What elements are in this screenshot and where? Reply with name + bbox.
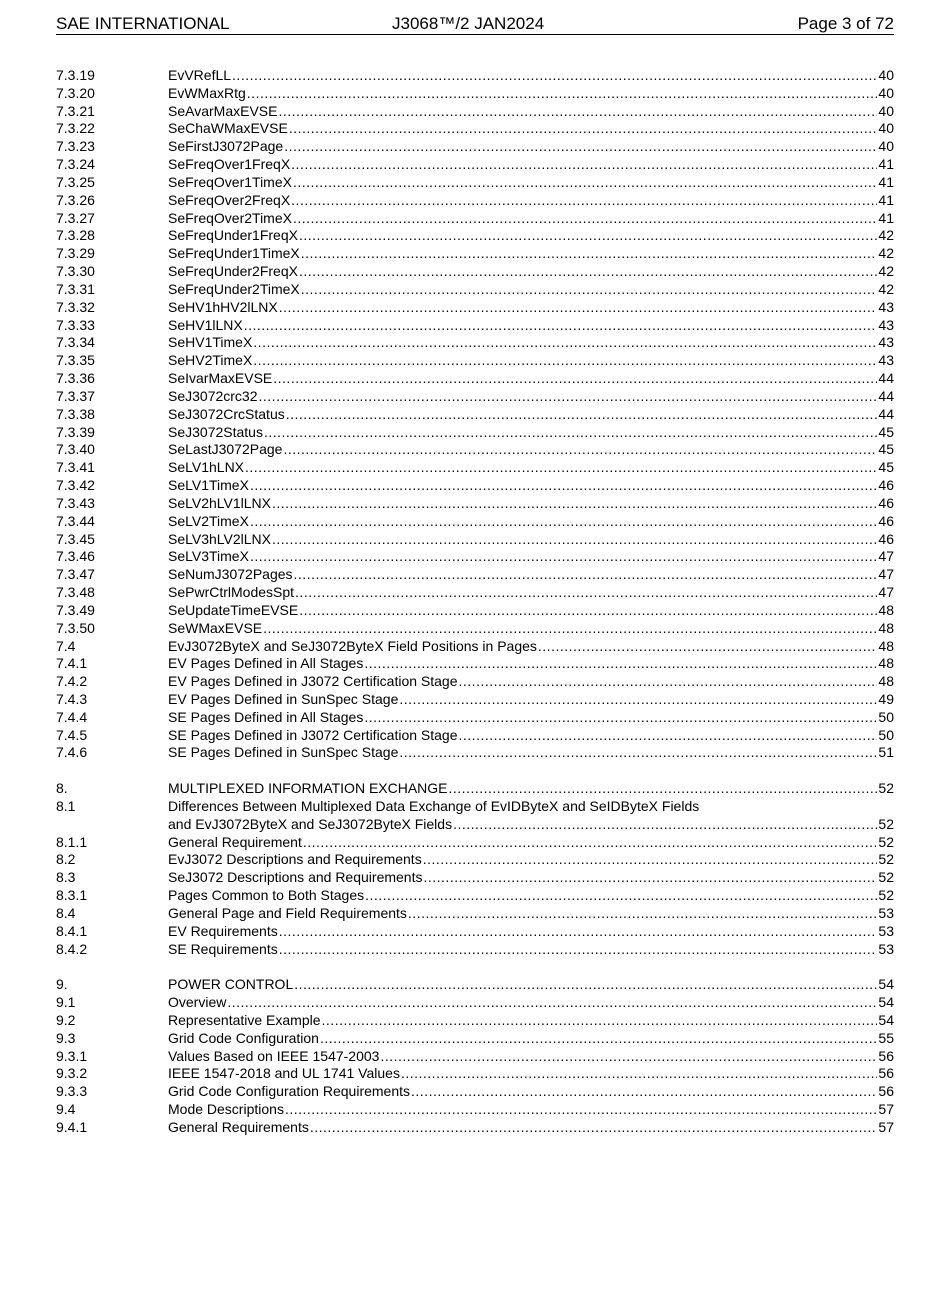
toc-page-number: 43 [878, 298, 894, 315]
dot-leader [303, 834, 878, 852]
toc-title: SePwrCtrlModesSpt [168, 584, 295, 601]
toc-page-number: 45 [878, 441, 894, 458]
dot-leader [299, 602, 877, 620]
toc-entry[interactable] [56, 887, 894, 905]
toc-page-number: 41 [878, 191, 894, 208]
toc-entry[interactable] [56, 602, 894, 620]
toc-section-number: 9. [56, 976, 68, 993]
dot-leader [250, 513, 877, 531]
toc-section-number: 7.4.3 [56, 690, 88, 707]
toc-section-number: 7.3.29 [56, 245, 95, 262]
toc-section-number: 7.4.2 [56, 673, 88, 690]
toc-page-number: 52 [878, 815, 894, 832]
toc-section-number: 8.4.2 [56, 940, 88, 957]
toc-title: SeLV3hLV2lLNX [168, 530, 271, 547]
toc-title: SE Pages Defined in J3072 Certification Stage [168, 726, 458, 743]
dot-leader [291, 156, 877, 174]
toc-entry[interactable] [56, 156, 894, 174]
toc-section-number: 7.3.24 [56, 156, 95, 173]
toc-title: SeUpdateTimeEVSE [168, 601, 299, 618]
toc-entry[interactable] [56, 513, 894, 531]
dot-leader [453, 816, 877, 834]
toc-entry[interactable] [56, 869, 894, 887]
dot-leader [401, 1065, 877, 1083]
toc-title: SE Pages Defined in All Stages [168, 708, 364, 725]
toc-title: SeJ3072 Descriptions and Requirements [168, 869, 423, 886]
toc-page-number: 44 [878, 370, 894, 387]
toc-title: POWER CONTROL [168, 976, 294, 993]
toc-section-number: 8.3 [56, 869, 76, 886]
toc-entry[interactable] [56, 495, 894, 513]
toc-entry[interactable] [56, 67, 894, 85]
dot-leader [291, 192, 877, 210]
toc-section-number: 7.3.44 [56, 512, 95, 529]
toc-page-number: 43 [878, 316, 894, 333]
dot-leader [459, 673, 878, 691]
toc-entry[interactable] [56, 370, 894, 388]
dot-leader [449, 780, 878, 798]
toc-entry[interactable] [56, 655, 894, 673]
dot-leader [423, 851, 878, 869]
toc-title: SeFreqOver1TimeX [168, 173, 292, 190]
dot-leader [283, 441, 877, 459]
toc-section-number: 9.2 [56, 1011, 76, 1028]
toc-section-number: 8. [56, 780, 68, 797]
toc-entry[interactable] [56, 245, 894, 263]
document-id: J3068™/2 JAN2024 [392, 14, 545, 33]
toc-entry[interactable] [56, 584, 894, 602]
toc-title: SeLV1TimeX [168, 477, 249, 494]
toc-title: SeLV1hLNX [168, 459, 245, 476]
toc-entry[interactable] [56, 851, 894, 869]
toc-entry[interactable] [56, 334, 894, 352]
toc-entry[interactable] [56, 210, 894, 228]
toc-section-number: 7.4.1 [56, 655, 88, 672]
dot-leader [284, 138, 877, 156]
toc-section-number: 7.3.40 [56, 441, 95, 458]
dot-leader [538, 638, 878, 656]
toc-page-number: 48 [878, 601, 894, 618]
toc-title: Grid Code Configuration [168, 1029, 319, 1046]
toc-section-number: 7.3.43 [56, 494, 95, 511]
toc-entry[interactable] [56, 281, 894, 299]
toc-page-number: 54 [878, 994, 894, 1011]
toc-entry[interactable] [56, 923, 894, 941]
toc-page-number: 45 [878, 459, 894, 476]
toc-section-number: 7.3.34 [56, 334, 95, 351]
toc-section-number: 7.3.47 [56, 566, 95, 583]
toc-entry[interactable] [56, 905, 894, 923]
toc-page-number: 42 [878, 263, 894, 280]
toc-section-number: 8.2 [56, 851, 76, 868]
toc-entry[interactable] [56, 548, 894, 566]
toc-page-number: 46 [878, 512, 894, 529]
toc-entry[interactable] [56, 424, 894, 442]
toc-section-number: 7.3.22 [56, 120, 95, 137]
dot-leader [264, 424, 877, 442]
toc-section-number: 9.3.2 [56, 1065, 88, 1082]
toc-section-number: 7.3.30 [56, 263, 95, 280]
toc-title: General Page and Field Requirements [168, 904, 407, 921]
toc-section-number: 7.3.32 [56, 298, 95, 315]
dot-leader [278, 103, 877, 121]
toc-entry[interactable] [56, 192, 894, 210]
toc-entry[interactable] [56, 620, 894, 638]
toc-entry[interactable] [56, 227, 894, 245]
toc-entry[interactable] [56, 120, 894, 138]
toc-title: EvJ3072 Descriptions and Requirements [168, 851, 422, 868]
dot-leader [285, 1101, 877, 1119]
toc-entry[interactable] [56, 263, 894, 281]
toc-section-number: 7.3.35 [56, 352, 95, 369]
toc-page-number: 53 [878, 940, 894, 957]
toc-title: Values Based on IEEE 1547-2003 [168, 1047, 380, 1064]
toc-title: SeFreqUnder2FreqX [168, 263, 298, 280]
toc-entry[interactable] [56, 709, 894, 727]
toc-entry[interactable] [56, 834, 894, 852]
toc-page-number: 50 [878, 708, 894, 725]
dot-leader [294, 976, 877, 994]
toc-page-number: 53 [878, 922, 894, 939]
toc-title: SeChaWMaxEVSE [168, 120, 288, 137]
toc-section-number: 7.3.21 [56, 102, 95, 119]
toc-page-number: 40 [878, 84, 894, 101]
toc-page-number: 42 [878, 227, 894, 244]
toc-page-number: 49 [878, 690, 894, 707]
toc-title: EvJ3072ByteX and SeJ3072ByteX Field Positions in Pages [168, 637, 537, 654]
dot-leader [253, 334, 877, 352]
toc-page-number: 41 [878, 173, 894, 190]
dot-leader [272, 531, 877, 549]
toc-page-number: 41 [878, 156, 894, 173]
toc-section-number: 7.3.39 [56, 423, 95, 440]
dot-leader [273, 370, 877, 388]
toc-page-number: 40 [878, 102, 894, 119]
dot-leader [232, 67, 877, 85]
toc-entry[interactable] [56, 406, 894, 424]
toc-title: SeHV1hHV2lLNX [168, 298, 278, 315]
toc-title: SeHV1lLNX [168, 316, 243, 333]
toc-page-number: 46 [878, 530, 894, 547]
toc-title: Pages Common to Both Stages [168, 887, 365, 904]
toc-entry[interactable] [56, 477, 894, 495]
toc-page-number: 40 [878, 67, 894, 83]
toc-page-number: 40 [878, 120, 894, 137]
toc-section-number: 7.3.33 [56, 316, 95, 333]
toc-entry[interactable] [56, 1101, 894, 1119]
toc-page-number: 40 [878, 138, 894, 155]
toc-section-number: 7.3.28 [56, 227, 95, 244]
toc-title: SeJ3072crc32 [168, 387, 258, 404]
toc-page-number: 48 [878, 619, 894, 636]
toc-title: MULTIPLEXED INFORMATION EXCHANGE [168, 780, 448, 797]
toc-page-number: 54 [878, 976, 894, 993]
toc-entry[interactable] [56, 744, 894, 762]
toc-title: SeLV3TimeX [168, 548, 249, 565]
toc-page-number: 45 [878, 423, 894, 440]
toc-page-number: 42 [878, 280, 894, 297]
toc-page-number: 43 [878, 334, 894, 351]
toc-section-number: 7.3.38 [56, 405, 95, 422]
toc-section-number: 9.3 [56, 1029, 76, 1046]
dot-leader [380, 1048, 877, 1066]
toc-page-number: 52 [878, 887, 894, 904]
toc-title: SeLV2TimeX [168, 512, 249, 529]
toc-entry[interactable] [56, 138, 894, 156]
dot-leader [364, 655, 877, 673]
toc-page-number: 56 [878, 1047, 894, 1064]
toc-page-number: 41 [878, 209, 894, 226]
toc-page-number: 47 [878, 548, 894, 565]
toc-title: SeWMaxEVSE [168, 619, 263, 636]
toc-title: EV Requirements [168, 922, 278, 939]
toc-title: SeHV2TimeX [168, 352, 253, 369]
toc-section-number: 8.4 [56, 904, 76, 921]
dot-leader [365, 887, 877, 905]
toc-entry[interactable] [56, 780, 894, 798]
dot-leader [459, 727, 878, 745]
toc-title: SeFreqOver2FreqX [168, 191, 291, 208]
toc-entry[interactable] [56, 673, 894, 691]
toc-title: EV Pages Defined in All Stages [168, 655, 364, 672]
toc-title: SeIvarMaxEVSE [168, 370, 273, 387]
toc-title: SeFreqUnder2TimeX [168, 280, 300, 297]
toc-page-number: 54 [878, 1011, 894, 1028]
toc-entry[interactable] [56, 727, 894, 745]
toc-section-number: 9.4 [56, 1101, 76, 1118]
toc-entry[interactable] [56, 994, 894, 1012]
dot-leader [295, 584, 877, 602]
toc-section-number: 8.4.1 [56, 922, 88, 939]
dot-leader [299, 227, 877, 245]
toc-page-number: 44 [878, 387, 894, 404]
toc-title: SeFreqOver1FreqX [168, 156, 291, 173]
toc-title: Grid Code Configuration Requirements [168, 1083, 411, 1100]
toc-section-number: 7.4.6 [56, 744, 88, 761]
toc-page-number: 52 [878, 833, 894, 850]
toc-entry[interactable] [56, 85, 894, 103]
toc-page-number: 52 [878, 780, 894, 797]
toc-entry[interactable] [56, 1065, 894, 1083]
toc-entry[interactable] [56, 388, 894, 406]
toc-title: SeLastJ3072Page [168, 441, 283, 458]
toc-page-number: 50 [878, 726, 894, 743]
toc-title: Representative Example [168, 1011, 321, 1028]
toc-title: SeFreqOver2TimeX [168, 209, 292, 226]
toc-title: SE Requirements [168, 940, 278, 957]
toc-title: SeFreqUnder1FreqX [168, 227, 298, 244]
toc-section-number: 8.1.1 [56, 833, 88, 850]
toc-section-number: 7.3.48 [56, 584, 95, 601]
toc-page-number: 55 [878, 1029, 894, 1046]
dot-leader [289, 120, 878, 138]
dot-leader [293, 210, 877, 228]
dot-leader [408, 905, 878, 923]
toc-page-number: 48 [878, 673, 894, 690]
dot-leader [227, 994, 877, 1012]
toc-title: Differences Between Multiplexed Data Exchange of EvIDByteX and SeIDByteX Fields [168, 797, 700, 814]
toc-section-number: 7.3.49 [56, 601, 95, 618]
toc-title: EV Pages Defined in SunSpec Stage [168, 690, 399, 707]
toc-title: SE Pages Defined in SunSpec Stage [168, 744, 399, 761]
dot-leader [294, 566, 878, 584]
dot-leader [310, 1119, 878, 1137]
toc-section-number: 7.4 [56, 637, 76, 654]
toc-page-number: 52 [878, 869, 894, 886]
toc-section-number: 9.3.3 [56, 1083, 88, 1100]
dot-leader [272, 495, 877, 513]
toc-page-number: 48 [878, 655, 894, 672]
toc-entry[interactable] [56, 1119, 894, 1137]
toc-section-number: 7.3.50 [56, 619, 95, 636]
toc-page-number: 42 [878, 245, 894, 262]
toc-entry[interactable] [56, 1030, 894, 1048]
dot-leader [399, 744, 877, 762]
dot-leader [279, 299, 878, 317]
dot-leader [322, 1012, 878, 1030]
toc-title: SeNumJ3072Pages [168, 566, 293, 583]
dot-leader [286, 406, 878, 424]
toc-title: SeLV2hLV1lLNX [168, 494, 271, 511]
dot-leader [250, 548, 877, 566]
toc-section-number: 7.3.31 [56, 280, 95, 297]
dot-leader [411, 1083, 877, 1101]
toc-entry[interactable] [56, 798, 894, 834]
toc-section-number: 9.4.1 [56, 1118, 88, 1135]
table-of-contents [56, 67, 894, 1137]
toc-entry[interactable] [56, 638, 894, 656]
toc-section-number: 7.3.19 [56, 67, 95, 83]
toc-entry[interactable] [56, 1048, 894, 1066]
dot-leader [263, 620, 877, 638]
toc-title: SeAvarMaxEVSE [168, 102, 278, 119]
toc-entry[interactable] [56, 352, 894, 370]
toc-section-number: 7.3.36 [56, 370, 95, 387]
toc-entry[interactable] [56, 103, 894, 121]
toc-title: Mode Descriptions [168, 1101, 284, 1118]
toc-section-number: 7.3.45 [56, 530, 95, 547]
publisher-name: SAE INTERNATIONAL [56, 14, 230, 33]
dot-leader [301, 245, 878, 263]
toc-page-number: 47 [878, 566, 894, 583]
dot-leader [259, 388, 878, 406]
toc-section-number: 7.4.4 [56, 708, 88, 725]
dot-leader [364, 709, 877, 727]
toc-page-number: 57 [878, 1101, 894, 1118]
toc-section-number: 7.3.20 [56, 84, 95, 101]
dot-leader [279, 923, 878, 941]
dot-leader [253, 352, 877, 370]
toc-entry[interactable] [56, 941, 894, 959]
toc-page-number: 52 [878, 851, 894, 868]
toc-page-number: 44 [878, 405, 894, 422]
page-header [56, 12, 894, 35]
toc-title: SeFirstJ3072Page [168, 138, 284, 155]
toc-section-number: 8.3.1 [56, 887, 88, 904]
toc-page-number: 47 [878, 584, 894, 601]
toc-entry[interactable] [56, 976, 894, 994]
toc-section-number: 7.3.42 [56, 477, 95, 494]
toc-section-number: 7.3.46 [56, 548, 95, 565]
toc-section-number: 7.4.5 [56, 726, 88, 743]
toc-title: EV Pages Defined in J3072 Certification Stage [168, 673, 458, 690]
toc-page-number: 46 [878, 477, 894, 494]
toc-title: SeJ3072CrcStatus [168, 405, 285, 422]
dot-leader [320, 1030, 877, 1048]
toc-section-number: 8.1 [56, 797, 76, 814]
toc-page-number: 46 [878, 494, 894, 511]
toc-page-number: 48 [878, 637, 894, 654]
toc-entry[interactable] [56, 317, 894, 335]
toc-title: IEEE 1547-2018 and UL 1741 Values [168, 1065, 400, 1082]
toc-entry[interactable] [56, 299, 894, 317]
toc-entry[interactable] [56, 1012, 894, 1030]
dot-leader [245, 459, 877, 477]
toc-page-number: 56 [878, 1083, 894, 1100]
toc-title: General Requirements [168, 1118, 309, 1135]
toc-title: EvWMaxRtg [168, 84, 246, 101]
page-number: Page 3 of 72 [797, 14, 894, 33]
toc-section-number: 7.3.41 [56, 459, 95, 476]
toc-title: SeFreqUnder1TimeX [168, 245, 300, 262]
toc-section-number: 7.3.25 [56, 173, 95, 190]
toc-entry[interactable] [56, 459, 894, 477]
dot-leader [247, 85, 878, 103]
toc-title: SeHV1TimeX [168, 334, 253, 351]
toc-page-number: 57 [878, 1118, 894, 1135]
dot-leader [299, 263, 877, 281]
toc-page-number: 56 [878, 1065, 894, 1082]
toc-entry[interactable] [56, 174, 894, 192]
toc-page-number: 53 [878, 904, 894, 921]
toc-entry[interactable] [56, 441, 894, 459]
toc-title: General Requirement [168, 833, 302, 850]
dot-leader [250, 477, 877, 495]
dot-leader [423, 869, 877, 887]
toc-page-number: 43 [878, 352, 894, 369]
toc-title: Overview [168, 994, 227, 1011]
dot-leader [293, 174, 877, 192]
toc-page-number: 51 [878, 744, 894, 761]
dot-leader [399, 691, 877, 709]
dot-leader [244, 317, 878, 335]
dot-leader [279, 941, 878, 959]
toc-title: SeJ3072Status [168, 423, 263, 440]
toc-entry[interactable] [56, 691, 894, 709]
toc-title: EvVRefLL [168, 67, 232, 83]
toc-section-number: 7.3.37 [56, 387, 95, 404]
toc-title-continued: and EvJ3072ByteX and SeJ3072ByteX Fields [168, 815, 453, 832]
toc-entry[interactable] [56, 531, 894, 549]
toc-section-number: 9.3.1 [56, 1047, 88, 1064]
toc-section-number: 7.3.23 [56, 138, 95, 155]
toc-entry[interactable] [56, 566, 894, 584]
toc-section-number: 9.1 [56, 994, 76, 1011]
toc-entry[interactable] [56, 1083, 894, 1101]
toc-section-number: 7.3.26 [56, 191, 95, 208]
toc-section-number: 7.3.27 [56, 209, 95, 226]
dot-leader [301, 281, 878, 299]
